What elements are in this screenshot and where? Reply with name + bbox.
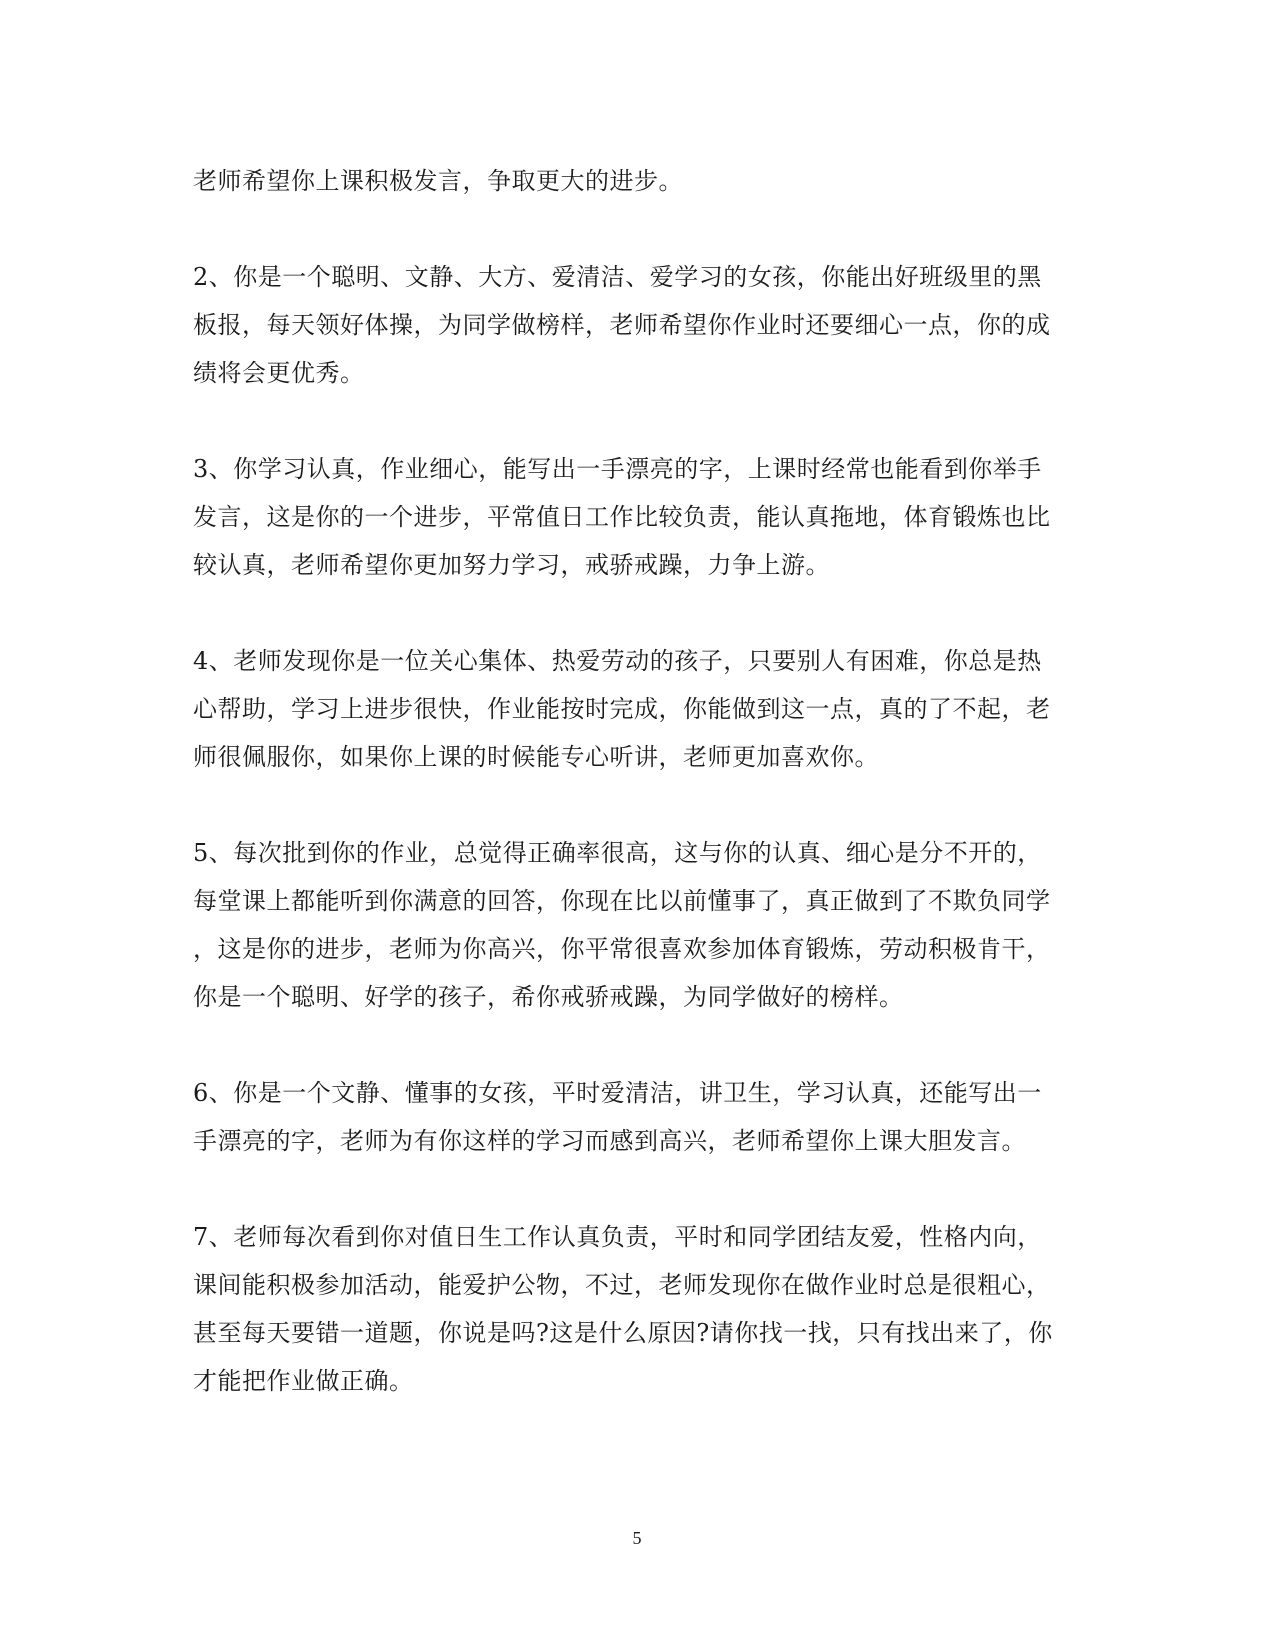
paragraph [193,1213,1073,1405]
text-line: 4、老师发现你是一位关心集体、热爱劳动的孩子，只要别人有困难，你总是热 [193,647,1042,675]
text-line: 较认真，老师希望你更加努力学习，戒骄戒躁，力争上游。 [193,551,830,579]
paragraph [193,829,1073,1021]
text-line: 3、你学习认真，作业细心，能写出一手漂亮的字，上课时经常也能看到你举手 [193,455,1042,483]
text-line: 你是一个聪明、好学的孩子，希你戒骄戒躁，为同学做好的榜样。 [193,983,904,1011]
text-line: 绩将会更优秀。 [193,359,365,387]
text-line: 甚至每天要错一道题，你说是吗?这是什么原因?请你找一找，只有找出来了，你 [193,1319,1053,1347]
paragraph [193,445,1073,589]
text-line: 6、你是一个文静、懂事的女孩，平时爱清洁，讲卫生，学习认真，还能写出一 [193,1079,1042,1107]
text-line: 课间能积极参加活动，能爱护公物，不过，老师发现你在做作业时总是很粗心， [193,1271,1051,1299]
text-line: 板报，每天领好体操，为同学做榜样，老师希望你作业时还要细心一点，你的成 [193,311,1051,339]
paragraph [193,1069,1073,1165]
document-body [193,157,1073,1453]
text-line: 发言，这是你的一个进步，平常值日工作比较负责，能认真拖地，体育锻炼也比 [193,503,1051,531]
paragraph [193,157,1073,205]
paragraph [193,637,1073,781]
text-line: 才能把作业做正确。 [193,1367,414,1395]
text-line: 7、老师每次看到你对值日生工作认真负责，平时和同学团结友爱，性格内向， [193,1223,1042,1251]
text-line: 老师希望你上课积极发言，争取更大的进步。 [193,167,683,195]
paragraph [193,253,1073,397]
text-line: 每堂课上都能听到你满意的回答，你现在比以前懂事了，真正做到了不欺负同学 [193,887,1051,915]
text-line: 心帮助，学习上进步很快，作业能按时完成，你能做到这一点，真的了不起，老 [193,695,1051,723]
text-line: 手漂亮的字，老师为有你这样的学习而感到高兴，老师希望你上课大胆发言。 [193,1127,1026,1155]
text-line: ，这是你的进步，老师为你高兴，你平常很喜欢参加体育锻炼，劳动积极肯干， [193,935,1051,963]
page-number: 5 [632,1528,642,1548]
text-line: 2、你是一个聪明、文静、大方、爱清洁、爱学习的女孩，你能出好班级里的黑 [193,263,1042,291]
text-line: 师很佩服你，如果你上课的时候能专心听讲，老师更加喜欢你。 [193,743,879,771]
text-line: 5、每次批到你的作业，总觉得正确率很高，这与你的认真、细心是分不开的， [193,839,1042,867]
